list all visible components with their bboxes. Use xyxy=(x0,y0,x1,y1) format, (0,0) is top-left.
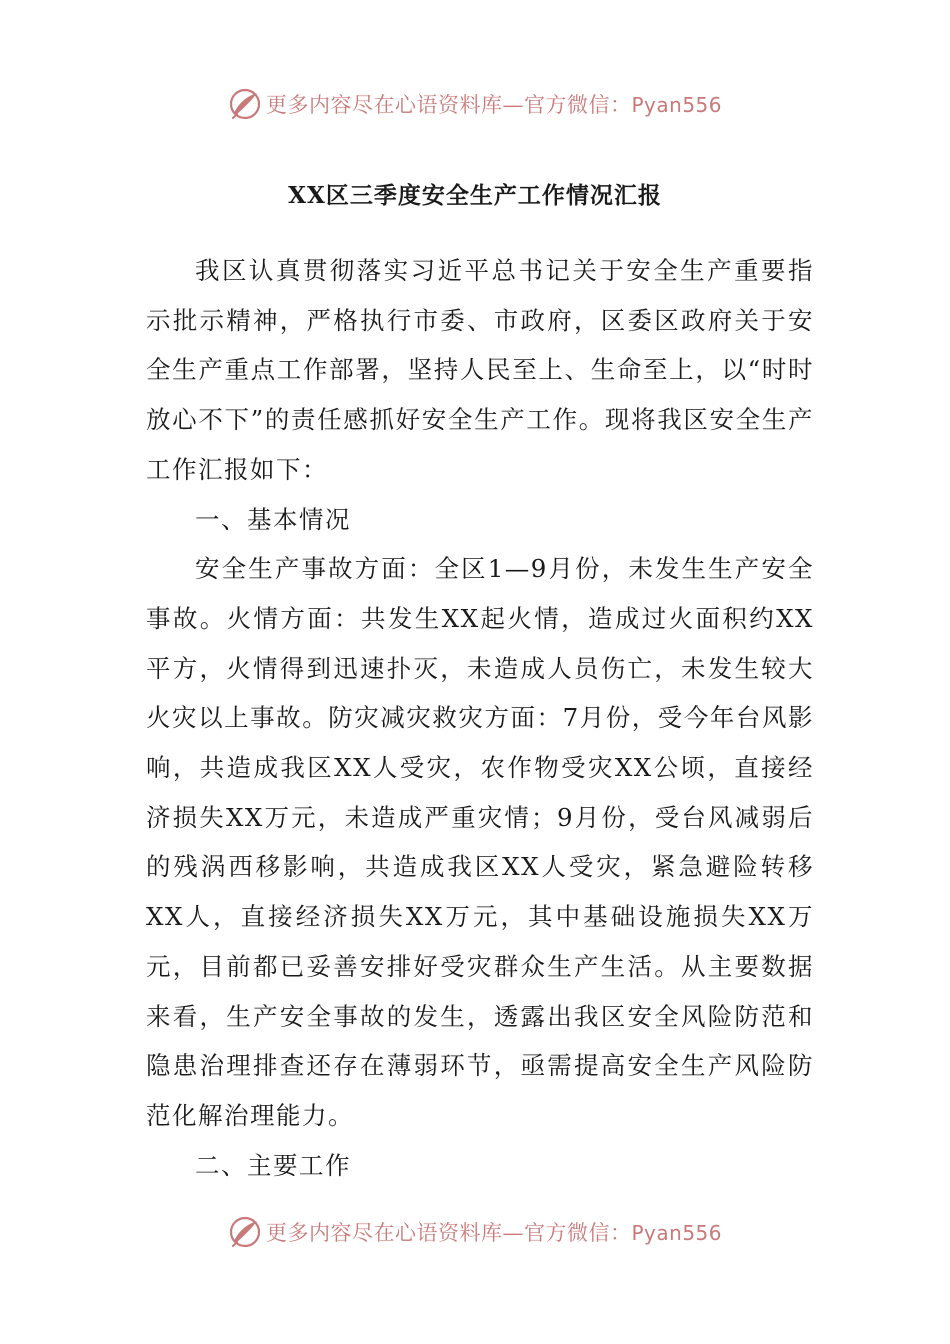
watermark-wechat-id: Pyan556 xyxy=(631,93,722,117)
watermark-text: 更多内容尽在心语资料库—官方微信：Pyan556 xyxy=(265,93,722,117)
watermark-header xyxy=(0,84,950,124)
paragraph-basic-situation: 安全生产事故方面：全区1—9月份，未发生生产安全事故。火情方面：共发生XX起火情，造成过火面积约XX平方，火情得到迅速扑灭，未造成人员伤亡，未发生较大火灾以上事故。防灾减灾救灾方面：7月份，受今年台风影响，共造成我区XX人受灾，农作物受灾XX公顷，直接经济损失XX万元，未造成严重灾情；9月份，受台风减弱后的残涡西移影响，共造成我区XX人受灾，紧急避险转移XX人，直接经济损失XX万元，其中基础设施损失XX万元，目前都已妥善安排好受灾群众生产生活。从主要数据来看，生产安全事故的发生，透露出我区安全风险防范和隐患治理排查还存在薄弱环节，亟需提高安全生产风险防范化解治理能力。 xyxy=(146,554,814,1130)
pen-logo-icon xyxy=(228,1215,262,1249)
watermark-footer xyxy=(0,1212,950,1252)
paragraph-intro: 我区认真贯彻落实习近平总书记关于安全生产重要指示批示精神，严格执行市委、市政府，区委区政府关于安全生产重点工作部署，坚持人民至上、生命至上，以“时时放心不下”的责任感抓好安全生产工作。现将我区安全生产工作汇报如下： xyxy=(146,256,814,484)
watermark-text: 更多内容尽在心语资料库—官方微信：Pyan556 xyxy=(265,1221,722,1245)
section-heading-main-work: 二、主要工作 xyxy=(195,1150,351,1180)
document-body xyxy=(146,246,814,1190)
pen-logo-icon xyxy=(228,87,262,121)
watermark-wechat-id: Pyan556 xyxy=(631,1221,722,1245)
document-title: XX区三季度安全生产工作情况汇报 xyxy=(288,182,662,209)
section-heading-basic-situation: 一、基本情况 xyxy=(195,504,351,534)
